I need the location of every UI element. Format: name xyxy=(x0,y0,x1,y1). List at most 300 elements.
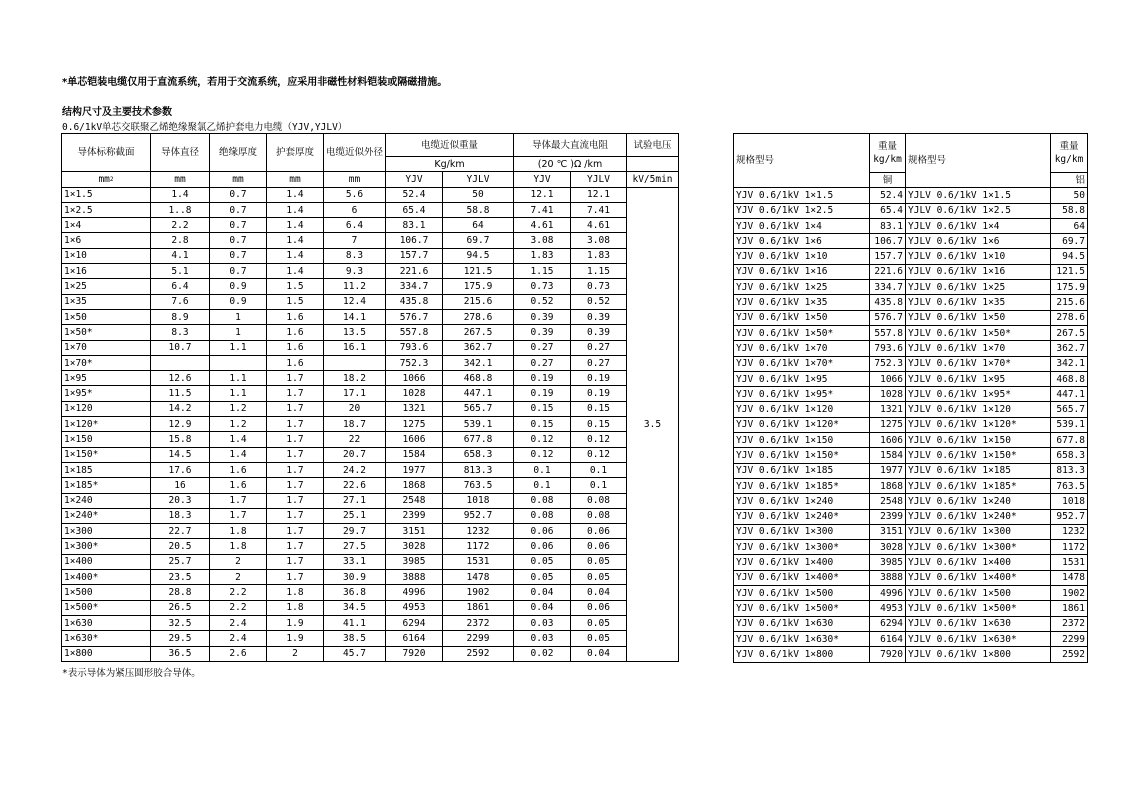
cell-value: 0.1 xyxy=(571,462,627,477)
cell-model: YJLV 0.6/1kV 1×1.5 xyxy=(906,188,1051,203)
cell-weight: 1584 xyxy=(870,448,906,463)
cell-weight: 50 xyxy=(1051,188,1088,203)
cell-value: 0.15 xyxy=(571,417,627,432)
table-row xyxy=(62,447,679,462)
header-insulation: 绝缘厚度 xyxy=(210,134,267,172)
cell-section: 1×2.5 xyxy=(62,202,151,217)
table-row xyxy=(734,555,1088,570)
cell-value: 1.4 xyxy=(210,447,267,462)
header-resistance-yjlv: YJLV xyxy=(571,172,627,187)
cell-value: 17.6 xyxy=(151,462,210,477)
cell-value: 1..8 xyxy=(151,202,210,217)
table-row xyxy=(734,295,1088,310)
cell-value: 0.06 xyxy=(571,539,627,554)
cell-value: 1.1 xyxy=(210,386,267,401)
cell-model: YJV 0.6/1kV 1×150* xyxy=(734,448,870,463)
cell-value: 33.1 xyxy=(324,554,386,569)
cell-value: 32.5 xyxy=(151,615,210,630)
cell-value: 2 xyxy=(267,646,324,661)
cell-weight: 6164 xyxy=(870,631,906,646)
cell-weight: 362.7 xyxy=(1051,341,1088,356)
table-row xyxy=(62,187,679,202)
table-row xyxy=(734,570,1088,585)
cell-value: 565.7 xyxy=(443,401,514,416)
cell-value: 0.7 xyxy=(210,248,267,263)
cell-value: 0.05 xyxy=(571,570,627,585)
cell-value: 1.6 xyxy=(267,325,324,340)
cell-value: 121.5 xyxy=(443,264,514,279)
cell-value: 1.7 xyxy=(267,539,324,554)
cell-value xyxy=(210,355,267,370)
cell-value: 0.05 xyxy=(571,554,627,569)
cell-value: 1.6 xyxy=(267,355,324,370)
cell-value: 6.4 xyxy=(324,218,386,233)
cell-value: 278.6 xyxy=(443,309,514,324)
cell-weight: 447.1 xyxy=(1051,387,1088,402)
cell-value: 11.5 xyxy=(151,386,210,401)
cell-weight: 435.8 xyxy=(870,295,906,310)
cell-weight: 58.8 xyxy=(1051,203,1088,218)
cell-model: YJLV 0.6/1kV 1×300* xyxy=(906,540,1051,555)
cell-model: YJLV 0.6/1kV 1×800 xyxy=(906,647,1051,662)
cell-value: 2.6 xyxy=(210,646,267,661)
cell-value: 1606 xyxy=(386,432,443,447)
cell-weight: 52.4 xyxy=(870,188,906,203)
cell-value: 9.3 xyxy=(324,264,386,279)
cell-value: 41.1 xyxy=(324,615,386,630)
cell-weight: 157.7 xyxy=(870,249,906,264)
cell-value xyxy=(151,355,210,370)
cell-weight: 69.7 xyxy=(1051,234,1088,249)
cell-value: 12.9 xyxy=(151,417,210,432)
cell-value: 1232 xyxy=(443,524,514,539)
cell-model: YJLV 0.6/1kV 1×400 xyxy=(906,555,1051,570)
cell-value: 1.4 xyxy=(267,248,324,263)
header-material-copper: 铜 xyxy=(870,173,906,188)
cell-weight: 1275 xyxy=(870,417,906,432)
unit-insulation: mm xyxy=(210,172,267,187)
cell-model: YJV 0.6/1kV 1×70* xyxy=(734,356,870,371)
cell-weight: 565.7 xyxy=(1051,402,1088,417)
table-subtitle: 0.6/1kV单芯交联聚乙烯绝缘聚氯乙烯护套电力电缆（YJV,YJLV） xyxy=(62,122,348,133)
cell-value: 362.7 xyxy=(443,340,514,355)
cell-weight: 7920 xyxy=(870,647,906,662)
cell-value: 7920 xyxy=(386,646,443,661)
table-row xyxy=(734,264,1088,279)
cell-value: 4.61 xyxy=(571,218,627,233)
cell-value: 1018 xyxy=(443,493,514,508)
cell-value: 1.7 xyxy=(267,554,324,569)
cell-model: YJV 0.6/1kV 1×120 xyxy=(734,402,870,417)
table-row xyxy=(734,356,1088,371)
cell-value: 0.12 xyxy=(571,432,627,447)
table-row xyxy=(734,234,1088,249)
cell-value: 2.8 xyxy=(151,233,210,248)
cell-section: 1×240 xyxy=(62,493,151,508)
cell-value: 1.8 xyxy=(267,585,324,600)
cell-value: 13.5 xyxy=(324,325,386,340)
cell-value: 15.8 xyxy=(151,432,210,447)
cell-value: 2.4 xyxy=(210,631,267,646)
cell-weight: 1172 xyxy=(1051,540,1088,555)
cell-model: YJV 0.6/1kV 1×300 xyxy=(734,524,870,539)
cell-value: 0.7 xyxy=(210,187,267,202)
cell-model: YJV 0.6/1kV 1×4 xyxy=(734,218,870,233)
table-row xyxy=(734,341,1088,356)
cell-value: 539.1 xyxy=(443,417,514,432)
cell-model: YJLV 0.6/1kV 1×35 xyxy=(906,295,1051,310)
cell-value: 8.3 xyxy=(324,248,386,263)
cell-value: 1868 xyxy=(386,478,443,493)
table-row xyxy=(62,570,679,585)
cell-section: 1×16 xyxy=(62,264,151,279)
unit-sheath: mm xyxy=(267,172,324,187)
cell-value: 1.9 xyxy=(267,631,324,646)
cell-value: 1.6 xyxy=(267,309,324,324)
cell-value: 0.1 xyxy=(571,478,627,493)
cell-value: 22.7 xyxy=(151,524,210,539)
cell-value: 1066 xyxy=(386,371,443,386)
cell-model: YJV 0.6/1kV 1×70 xyxy=(734,341,870,356)
cell-model: YJLV 0.6/1kV 1×185 xyxy=(906,463,1051,478)
cell-value: 0.04 xyxy=(571,585,627,600)
cell-value: 25.7 xyxy=(151,554,210,569)
cell-weight: 793.6 xyxy=(870,341,906,356)
cell-weight: 1321 xyxy=(870,402,906,417)
table-row xyxy=(734,509,1088,524)
cell-weight: 65.4 xyxy=(870,203,906,218)
cell-model: YJV 0.6/1kV 1×10 xyxy=(734,249,870,264)
cell-value: 2548 xyxy=(386,493,443,508)
cell-value: 3151 xyxy=(386,524,443,539)
cell-value: 1.5 xyxy=(267,279,324,294)
cell-section: 1×630* xyxy=(62,631,151,646)
cell-value: 0.73 xyxy=(514,279,571,294)
cell-value: 1 xyxy=(210,325,267,340)
cell-section: 1×500 xyxy=(62,585,151,600)
cell-value: 2 xyxy=(210,554,267,569)
cell-value: 1321 xyxy=(386,401,443,416)
cell-value: 1.8 xyxy=(267,600,324,615)
table-row xyxy=(734,478,1088,493)
cell-value: 0.08 xyxy=(514,493,571,508)
cell-model: YJV 0.6/1kV 1×240* xyxy=(734,509,870,524)
cell-value: 0.9 xyxy=(210,294,267,309)
cell-weight: 763.5 xyxy=(1051,478,1088,493)
cell-weight: 2592 xyxy=(1051,647,1088,662)
cell-model: YJV 0.6/1kV 1×1.5 xyxy=(734,188,870,203)
cell-value: 1.7 xyxy=(267,570,324,585)
cell-value: 2 xyxy=(210,570,267,585)
cell-value: 0.19 xyxy=(514,386,571,401)
table-row xyxy=(734,647,1088,662)
cell-value: 30.9 xyxy=(324,570,386,585)
cell-section: 1×150* xyxy=(62,447,151,462)
cell-value: 0.39 xyxy=(514,325,571,340)
cell-value: 557.8 xyxy=(386,325,443,340)
cell-value: 106.7 xyxy=(386,233,443,248)
cell-value: 0.03 xyxy=(514,631,571,646)
table-row xyxy=(62,386,679,401)
cell-value: 0.04 xyxy=(571,646,627,661)
cell-value: 25.1 xyxy=(324,508,386,523)
table-row xyxy=(62,233,679,248)
cell-weight: 6294 xyxy=(870,616,906,631)
cell-value: 27.5 xyxy=(324,539,386,554)
cell-value: 2372 xyxy=(443,615,514,630)
cell-value: 2592 xyxy=(443,646,514,661)
cell-value: 27.1 xyxy=(324,493,386,508)
cell-value: 6.4 xyxy=(151,279,210,294)
cell-section: 1×630 xyxy=(62,615,151,630)
cell-value: 0.05 xyxy=(571,615,627,630)
cell-value: 52.4 xyxy=(386,187,443,202)
cell-value: 0.27 xyxy=(514,355,571,370)
header-sheath: 护套厚度 xyxy=(267,134,324,172)
cell-value: 18.7 xyxy=(324,417,386,432)
cell-weight: 3888 xyxy=(870,570,906,585)
cell-model: YJLV 0.6/1kV 1×120* xyxy=(906,417,1051,432)
table-row xyxy=(62,325,679,340)
cell-value: 6294 xyxy=(386,615,443,630)
table-row xyxy=(734,218,1088,233)
unit-test-voltage: kV/5min xyxy=(627,172,679,187)
cell-value: 435.8 xyxy=(386,294,443,309)
cell-value: 64 xyxy=(443,218,514,233)
cell-value: 0.7 xyxy=(210,218,267,233)
cell-value: 1 xyxy=(210,309,267,324)
cell-model: YJLV 0.6/1kV 1×95 xyxy=(906,371,1051,386)
table-row xyxy=(62,355,679,370)
cell-section: 1×120* xyxy=(62,417,151,432)
cell-model: YJLV 0.6/1kV 1×500* xyxy=(906,601,1051,616)
cell-value: 69.7 xyxy=(443,233,514,248)
cell-value: 1.7 xyxy=(210,493,267,508)
table-row xyxy=(734,631,1088,646)
cell-model: YJV 0.6/1kV 1×630* xyxy=(734,631,870,646)
cell-model: YJV 0.6/1kV 1×630 xyxy=(734,616,870,631)
cell-value: 4.1 xyxy=(151,248,210,263)
cell-value: 10.7 xyxy=(151,340,210,355)
cell-value: 0.73 xyxy=(571,279,627,294)
cell-model: YJV 0.6/1kV 1×50 xyxy=(734,310,870,325)
cell-value: 215.6 xyxy=(443,294,514,309)
cell-weight: 3028 xyxy=(870,540,906,555)
cell-value: 0.52 xyxy=(514,294,571,309)
cell-value: 29.7 xyxy=(324,524,386,539)
table-row xyxy=(734,387,1088,402)
cell-model: YJLV 0.6/1kV 1×2.5 xyxy=(906,203,1051,218)
cell-model: YJLV 0.6/1kV 1×300 xyxy=(906,524,1051,539)
cell-value: 8.9 xyxy=(151,309,210,324)
cell-section: 1×300 xyxy=(62,524,151,539)
cell-value: 7.41 xyxy=(514,202,571,217)
cell-value: 20.5 xyxy=(151,539,210,554)
table-row xyxy=(734,310,1088,325)
table-row xyxy=(62,340,679,355)
cell-section: 1×500* xyxy=(62,600,151,615)
table-row xyxy=(62,646,679,661)
cell-weight: 121.5 xyxy=(1051,264,1088,279)
cell-section: 1×150 xyxy=(62,432,151,447)
cell-weight: 175.9 xyxy=(1051,280,1088,295)
cell-model: YJLV 0.6/1kV 1×120 xyxy=(906,402,1051,417)
cell-value: 4996 xyxy=(386,585,443,600)
cell-value: 1.6 xyxy=(267,340,324,355)
cell-value: 34.5 xyxy=(324,600,386,615)
table-row xyxy=(734,586,1088,601)
cell-value: 3.08 xyxy=(514,233,571,248)
cell-value: 20.3 xyxy=(151,493,210,508)
table-row xyxy=(734,249,1088,264)
cell-value: 4.61 xyxy=(514,218,571,233)
cell-model: YJLV 0.6/1kV 1×630 xyxy=(906,616,1051,631)
cell-value: 12.4 xyxy=(324,294,386,309)
cell-section: 1×120 xyxy=(62,401,151,416)
table-row xyxy=(62,600,679,615)
cell-value: 0.19 xyxy=(571,371,627,386)
table-row xyxy=(62,539,679,554)
cell-value: 36.8 xyxy=(324,585,386,600)
header-material-aluminum: 铝 xyxy=(1051,173,1088,188)
cell-value: 0.19 xyxy=(571,386,627,401)
cell-model: YJV 0.6/1kV 1×95 xyxy=(734,371,870,386)
cell-value: 1.7 xyxy=(267,386,324,401)
cell-value: 1.7 xyxy=(267,417,324,432)
cell-value: 1.4 xyxy=(267,187,324,202)
cell-value: 1.2 xyxy=(210,401,267,416)
cell-model: YJLV 0.6/1kV 1×240 xyxy=(906,494,1051,509)
header-od: 电缆近似外径 xyxy=(324,134,386,172)
cell-section: 1×1.5 xyxy=(62,187,151,202)
cell-value: 28.8 xyxy=(151,585,210,600)
cell-weight: 2372 xyxy=(1051,616,1088,631)
cell-model: YJLV 0.6/1kV 1×150 xyxy=(906,433,1051,448)
cell-model: YJV 0.6/1kV 1×6 xyxy=(734,234,870,249)
cell-value: 1.7 xyxy=(267,432,324,447)
cell-weight: 1861 xyxy=(1051,601,1088,616)
cell-test-voltage: 3.5 xyxy=(627,187,679,661)
cell-weight: 64 xyxy=(1051,218,1088,233)
cell-weight: 2548 xyxy=(870,494,906,509)
cell-value: 5.6 xyxy=(324,187,386,202)
cell-value: 6 xyxy=(324,202,386,217)
cell-value: 3888 xyxy=(386,570,443,585)
cell-value: 0.27 xyxy=(571,355,627,370)
cell-model: YJV 0.6/1kV 1×800 xyxy=(734,647,870,662)
table-row xyxy=(62,585,679,600)
table-row xyxy=(62,493,679,508)
cell-value: 29.5 xyxy=(151,631,210,646)
armoring-note: *单芯铠装电缆仅用于直流系统，若用于交流系统，应采用非磁性材料铠装或隔磁措施。 xyxy=(62,77,448,88)
header-weight-aluminum: 重量 kg/km xyxy=(1051,134,1088,173)
table-row xyxy=(734,463,1088,478)
cell-value: 7.41 xyxy=(571,202,627,217)
table-row xyxy=(62,279,679,294)
cell-model: YJV 0.6/1kV 1×95* xyxy=(734,387,870,402)
cell-value: 0.52 xyxy=(571,294,627,309)
header-weight-unit: Kg/km xyxy=(386,157,514,172)
cell-model: YJLV 0.6/1kV 1×10 xyxy=(906,249,1051,264)
cell-model: YJLV 0.6/1kV 1×150* xyxy=(906,448,1051,463)
cell-value: 1.7 xyxy=(267,508,324,523)
cell-value: 83.1 xyxy=(386,218,443,233)
table-row xyxy=(734,540,1088,555)
header-test-voltage-blank xyxy=(627,157,679,172)
cell-section: 1×6 xyxy=(62,233,151,248)
cell-value: 3.08 xyxy=(571,233,627,248)
cell-weight: 106.7 xyxy=(870,234,906,249)
cell-value: 0.12 xyxy=(571,447,627,462)
cell-value: 94.5 xyxy=(443,248,514,263)
cell-value: 0.7 xyxy=(210,264,267,279)
cell-weight: 334.7 xyxy=(870,280,906,295)
cell-section: 1×800 xyxy=(62,646,151,661)
cell-value: 1.4 xyxy=(267,202,324,217)
cell-model: YJLV 0.6/1kV 1×6 xyxy=(906,234,1051,249)
cell-section: 1×25 xyxy=(62,279,151,294)
cell-value: 0.12 xyxy=(514,447,571,462)
table-row xyxy=(734,203,1088,218)
footnote: *表示导体为紧压圆形胶合导体。 xyxy=(62,668,201,679)
header-resistance-unit: (20 ℃ )Ω /km xyxy=(514,157,627,172)
cell-value: 0.9 xyxy=(210,279,267,294)
table-row xyxy=(62,401,679,416)
cell-value: 0.27 xyxy=(514,340,571,355)
cell-value: 16 xyxy=(151,478,210,493)
cell-value: 5.1 xyxy=(151,264,210,279)
cell-model: YJV 0.6/1kV 1×300* xyxy=(734,540,870,555)
table-row xyxy=(734,616,1088,631)
section-title: 结构尺寸及主要技术参数 xyxy=(62,107,172,118)
cell-value: 0.15 xyxy=(514,401,571,416)
cell-model: YJV 0.6/1kV 1×120* xyxy=(734,417,870,432)
table-row xyxy=(734,433,1088,448)
cell-value: 0.08 xyxy=(571,508,627,523)
cell-value: 1.4 xyxy=(151,187,210,202)
unit-od: mm xyxy=(324,172,386,187)
cell-value: 1.5 xyxy=(267,294,324,309)
cell-section: 1×400 xyxy=(62,554,151,569)
cell-value: 58.8 xyxy=(443,202,514,217)
cell-value: 0.05 xyxy=(571,631,627,646)
cell-value: 23.5 xyxy=(151,570,210,585)
cell-value: 1902 xyxy=(443,585,514,600)
cell-model: YJV 0.6/1kV 1×185 xyxy=(734,463,870,478)
cell-value: 1584 xyxy=(386,447,443,462)
cell-value: 22.6 xyxy=(324,478,386,493)
cell-value: 1.7 xyxy=(267,524,324,539)
cell-model: YJV 0.6/1kV 1×35 xyxy=(734,295,870,310)
cell-value: 1.6 xyxy=(210,462,267,477)
cell-value: 1.4 xyxy=(210,432,267,447)
table-row xyxy=(62,478,679,493)
cell-value: 3985 xyxy=(386,554,443,569)
table-row xyxy=(62,631,679,646)
cell-value: 334.7 xyxy=(386,279,443,294)
cell-value: 1.8 xyxy=(210,524,267,539)
cell-section: 1×240* xyxy=(62,508,151,523)
table-row xyxy=(734,524,1088,539)
header-weight-yjv: YJV xyxy=(386,172,443,187)
cell-value: 0.7 xyxy=(210,233,267,248)
cell-value: 0.03 xyxy=(514,615,571,630)
cell-model: YJV 0.6/1kV 1×500* xyxy=(734,601,870,616)
cell-value: 0.06 xyxy=(514,539,571,554)
cell-weight: 1977 xyxy=(870,463,906,478)
cell-value: 18.2 xyxy=(324,371,386,386)
cell-value: 2.2 xyxy=(151,218,210,233)
